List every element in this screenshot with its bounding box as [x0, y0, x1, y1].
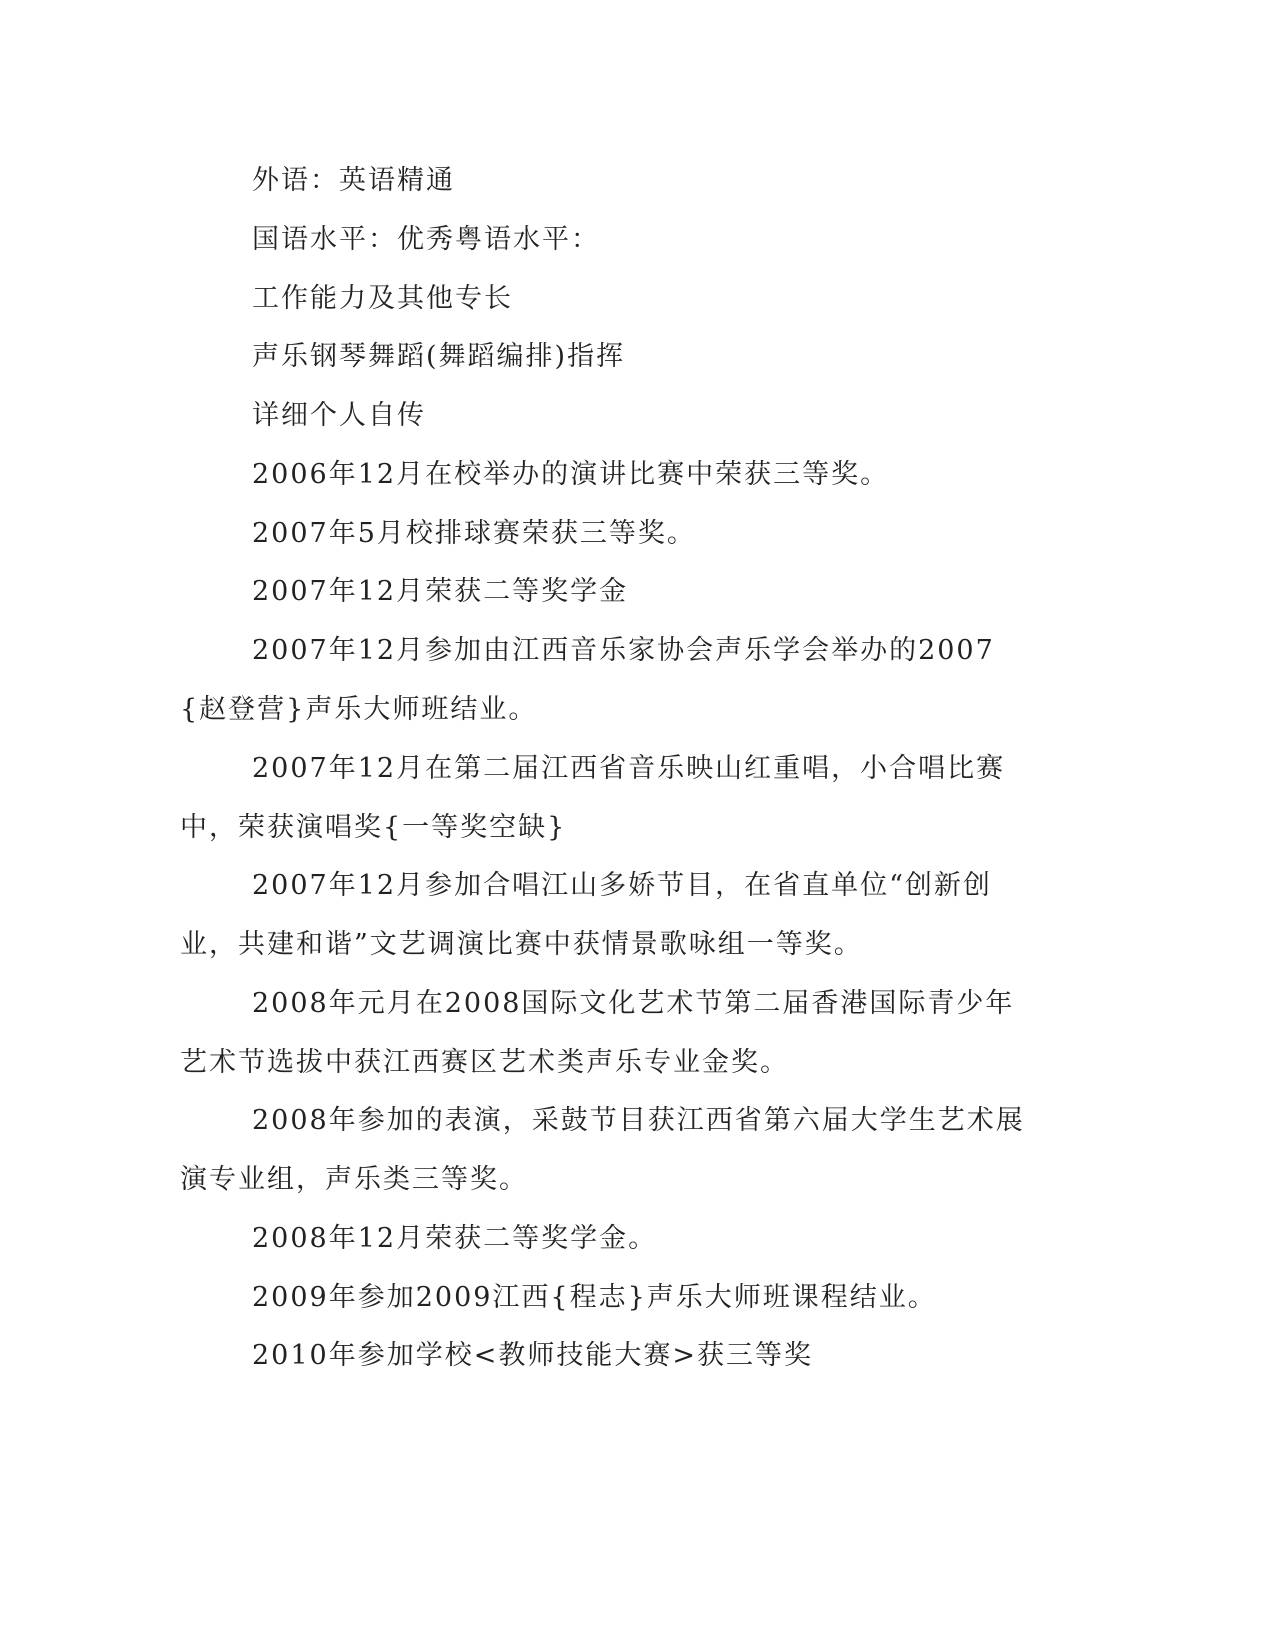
paragraph-award-2006-12: 2006年12月在校举办的演讲比赛中荣获三等奖。	[252, 459, 890, 490]
paragraph-skills-heading: 工作能力及其他专长	[252, 283, 513, 314]
paragraph-award-2007-05: 2007年5月校排球赛荣获三等奖。	[252, 518, 696, 549]
paragraph-award-2008-performance: 2008年参加的表演，采鼓节目获江西省第六届大学生艺术展演专业组，声乐类三等奖。	[180, 1105, 1025, 1195]
paragraph-award-2008-01: 2008年元月在2008国际文化艺术节第二届香港国际青少年艺术节选拔中获江西赛区艺术类声乐专业金奖。	[180, 988, 1015, 1078]
paragraph-award-2009: 2009年参加2009江西{程志}声乐大师班课程结业。	[252, 1282, 937, 1313]
paragraph-award-2008-12: 2008年12月荣获二等奖学金。	[252, 1223, 658, 1254]
paragraph-award-2007-12-chorus: 2007年12月参加合唱江山多娇节目，在省直单位“创新创业，共建和谐”文艺调演比赛中获情景歌咏组一等奖。	[180, 870, 992, 960]
paragraph-award-2007-12-scholarship: 2007年12月荣获二等奖学金	[252, 576, 629, 607]
paragraph-award-2010: 2010年参加学校<教师技能大赛>获三等奖	[252, 1340, 813, 1371]
paragraph-award-2007-12-singing: 2007年12月在第二届江西省音乐映山红重唱，小合唱比赛中，荣获演唱奖{一等奖空缺}	[180, 753, 1006, 843]
paragraph-skills: 声乐钢琴舞蹈(舞蹈编排)指挥	[252, 341, 626, 372]
paragraph-foreign-language: 外语：英语精通	[252, 165, 455, 196]
paragraph-language-level: 国语水平：优秀粤语水平：	[252, 224, 600, 255]
paragraph-autobiography-heading: 详细个人自传	[252, 400, 426, 431]
paragraph-award-2007-12-masterclass: 2007年12月参加由江西音乐家协会声乐学会举办的2007{赵登营}声乐大师班结业。	[180, 635, 995, 725]
